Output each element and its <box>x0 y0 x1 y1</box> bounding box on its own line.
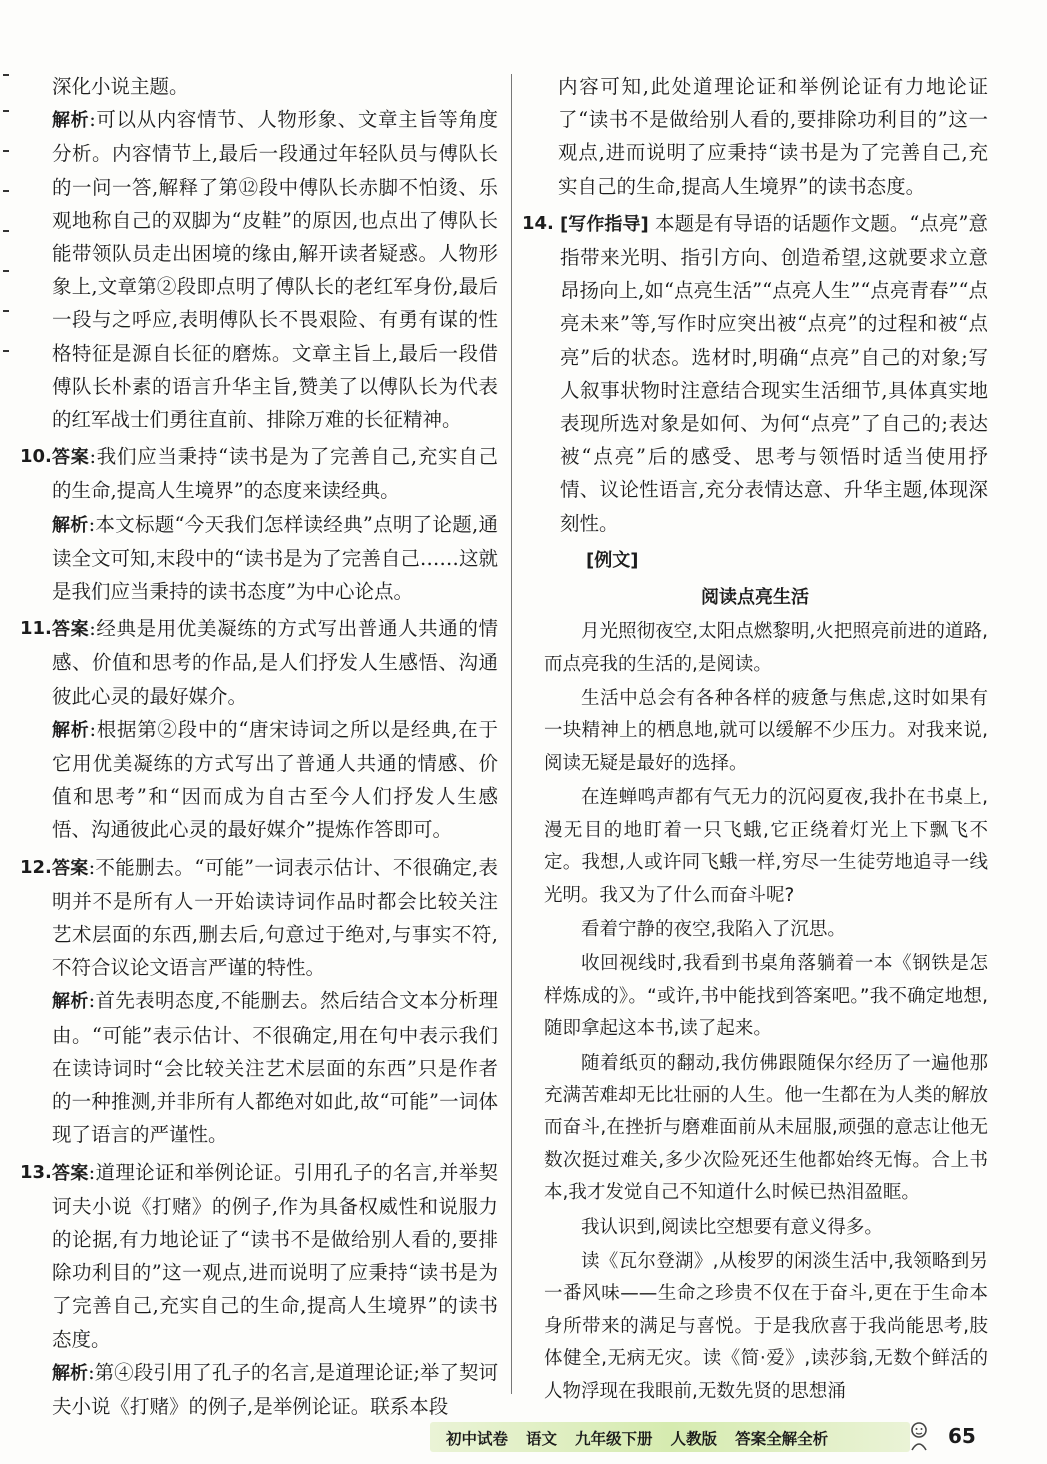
question-13 <box>20 1156 498 1424</box>
question-number: 12. <box>20 856 52 878</box>
q13-analysis-continued: 内容可知,此处道理论证和举例论证有力地论证了“读书不是做给别人看的,要排除功利目的”这一观点,进而说明了应秉持“读书是为了完善自己,充实自己的生命,提高人生境界”的读书态度。 <box>558 75 988 198</box>
q13-answer <box>52 1156 498 1356</box>
footer-edition: 人教版 <box>670 1430 718 1448</box>
essay-title: 阅读点亮生活 <box>701 587 809 609</box>
q12-answer <box>52 851 498 985</box>
q9-analysis-text: :可以从内容情节、人物形象、文章主旨等角度分析。内容情节上,最后一段通过年轻队员与傅队长的一问一答,解释了第⑫段中傅队长赤脚不怕烫、乐观地称自己的双脚为“皮鞋”的原因,也点出了傅队长能带领队员走出困境的缘由,解开读者疑惑。人物形象上,文章第②段即点明了傅队长的老红军身份,最后一段与之呼应,表明傅队长不畏艰险、有勇有谋的性格特征是源自长征的磨炼。文章主旨上,最后一段借傅队长朴素的语言升华主旨,赞美了以傅队长为代表的红军战士们勇往直前、排除万难的长征精神。 <box>52 108 499 432</box>
column-divider <box>511 74 512 1394</box>
analysis-label: 解析 <box>52 514 89 536</box>
q10-answer-text: :我们应当秉持“读书是为了完善自己,充实自己的生命,提高人生境界”的态度来读经典。 <box>52 445 498 503</box>
analysis-label: 解析 <box>52 1362 89 1384</box>
essay-paragraph: 生活中总会有各种各样的疲惫与焦虑,这时如果有一块精神上的栖息地,就可以缓解不少压力。对我来说,阅读无疑是最好的选择。 <box>544 688 988 774</box>
essay-paragraph: 看着宁静的夜空,我陷入了沉思。 <box>581 918 846 940</box>
answer-label: 答案 <box>52 619 90 641</box>
question-number: 13. <box>20 1161 52 1183</box>
footer-series: 初中试卷 <box>446 1430 509 1448</box>
page-footer <box>0 1418 1047 1458</box>
q9-analysis <box>20 103 498 436</box>
q10-analysis-text: :本文标题“今天我们怎样读经典”点明了论题,通读全文可知,末段中的“读书是为了完善自己……这就是我们应当秉持的读书态度”为中心论点。 <box>52 512 499 604</box>
footer-series-info <box>446 1424 828 1452</box>
essay-paragraph: 我认识到,阅读比空想要有意义得多。 <box>581 1216 883 1238</box>
writing-guide-label: [写作指导] <box>560 213 649 235</box>
answer-label: 答案 <box>52 857 89 879</box>
example-label: [例文] <box>586 549 639 571</box>
page-number: 65 <box>948 1424 976 1448</box>
q10-analysis <box>52 508 498 609</box>
footer-book-title: 答案全解全析 <box>735 1430 829 1448</box>
question-12 <box>20 851 498 1152</box>
question-number: 11. <box>20 618 52 640</box>
analysis-label: 解析 <box>52 110 90 132</box>
q11-answer-text: :经典是用优美凝练的方式写出普通人共通的情感、价值和思考的作品,是人们抒发人生感悟、沟通彼此心灵的最好媒介。 <box>52 617 499 708</box>
essay-paragraph: 收回视线时,我看到书桌角落躺着一本《钢铁是怎样炼成的》。“或许,书中能找到答案吧。”我不确定地想,随即拿起这本书,读了起来。 <box>544 953 988 1040</box>
q11-answer <box>52 612 498 713</box>
q11-analysis <box>52 713 498 847</box>
footer-grade: 九年级下册 <box>575 1430 653 1448</box>
q14-writing-guide <box>560 207 988 540</box>
example-essay <box>522 616 988 1408</box>
essay-paragraph: 月光照彻夜空,太阳点燃黎明,火把照亮前进的道路,而点亮我的生活的,是阅读。 <box>544 621 988 675</box>
answer-label: 答案 <box>52 447 90 469</box>
binding-edge-marks <box>0 70 12 450</box>
q11-analysis-text: :根据第②段中的“唐宋诗词之所以是经典,在于它用优美凝练的方式写出了普通人共通的情感、价值和思考”和“因而成为自古至今人们抒发人生感悟、沟通彼此心灵的最好媒介”提炼作答即可。 <box>52 717 498 842</box>
essay-paragraph: 随着纸页的翻动,我仿佛跟随保尔经历了一遍他那充满苦难却无比壮丽的人生。他一生都在为人类的解放而奋斗,在挫折与磨难面前从未屈服,顽强的意志让他无数次挺过难关,多少次险死还生他都始终无悔。合上书本,我才发觉自己不知道什么时候已热泪盈眶。 <box>544 1052 989 1204</box>
question-number: 10. <box>20 446 52 468</box>
analysis-label: 解析 <box>52 991 89 1013</box>
footer-subject: 语文 <box>526 1430 558 1448</box>
question-11 <box>20 612 498 846</box>
q13-answer-text: :道理论证和举例论证。引用孔子的名言,并举契诃夫小说《打赌》的例子,作为具备权威性和说服力的论据,有力地论证了“读书不是做给别人看的,要排除功利目的”这一观点,进而说明了应秉持“读书是为了完善自己,充实自己的生命,提高人生境界”的读书态度。 <box>52 1160 499 1351</box>
q10-answer <box>52 440 498 507</box>
q12-answer-text: :不能删去。“可能”一词表示估计、不很确定,表明并不是所有人一开始读诗词作品时都会比较关注艺术层面的东西,删去后,句意过于绝对,与事实不符,不符合议论文语言严谨的特性。 <box>52 855 499 980</box>
q13-analysis-text: :第④段引用了孔子的名言,是道理论证;举了契诃夫小说《打赌》的例子,是举例论证。联系本段 <box>52 1360 499 1418</box>
q13-analysis <box>52 1356 498 1423</box>
left-column <box>20 70 498 1423</box>
q12-analysis <box>52 984 498 1151</box>
right-column <box>522 70 988 1410</box>
q12-analysis-text: :首先表明态度,不能删去。然后结合文本分析理由。“可能”表示估计、不很确定,用在句中表示我们在读诗词时“会比较关注艺术层面的东西”只是作者的一种推测,并非所有人都绝对如此,故“可能”一词体现了语言的严谨性。 <box>52 989 499 1147</box>
question-14 <box>522 207 988 540</box>
question-number: 14. <box>522 212 554 234</box>
essay-paragraph: 在连蝉鸣声都有气无力的沉闷夏夜,我扑在书桌上,漫无目的地盯着一只飞蛾,它正绕着灯光上下飘飞不定。我想,人或许同飞蛾一样,穷尽一生徒劳地追寻一线光明。我又为了什么而奋斗呢? <box>544 787 988 906</box>
mascot-icon <box>906 1420 932 1452</box>
answer-label: 答案 <box>52 1162 89 1184</box>
analysis-label: 解析 <box>52 719 90 741</box>
q14-guide-text: 本题是有导语的话题作文题。“点亮”意指带来光明、指引方向、创造希望,这就要求立意昂扬向上,如“点亮生活”“点亮人生”“点亮青春”“点亮未来”等,写作时应突出被“点亮”的过程和被“点亮”后的状态。选材时,明确“点亮”自己的对象;写人叙事状物时注意结合现实生活细节,具体真实地表现所选对象是如何、为何“点亮”了自己的;表达被“点亮”后的感受、思考与领悟时适当使用抒情、议论性语言,充分表情达意、升华主题,体现深刻性。 <box>560 211 989 535</box>
question-10 <box>20 440 498 608</box>
essay-paragraph: 读《瓦尔登湖》,从梭罗的闲淡生活中,我领略到另一番风味——生命之珍贵不仅在于奋斗,更在于生命本身所带来的满足与喜悦。于是我欣喜于我尚能思考,肢体健全,无病无灾。读《简·爱》,读莎翁,无数个鲜活的人物浮现在我眼前,无数先贤的思想涌 <box>544 1250 988 1402</box>
q9-answer-tail: 深化小说主题。 <box>52 75 189 98</box>
